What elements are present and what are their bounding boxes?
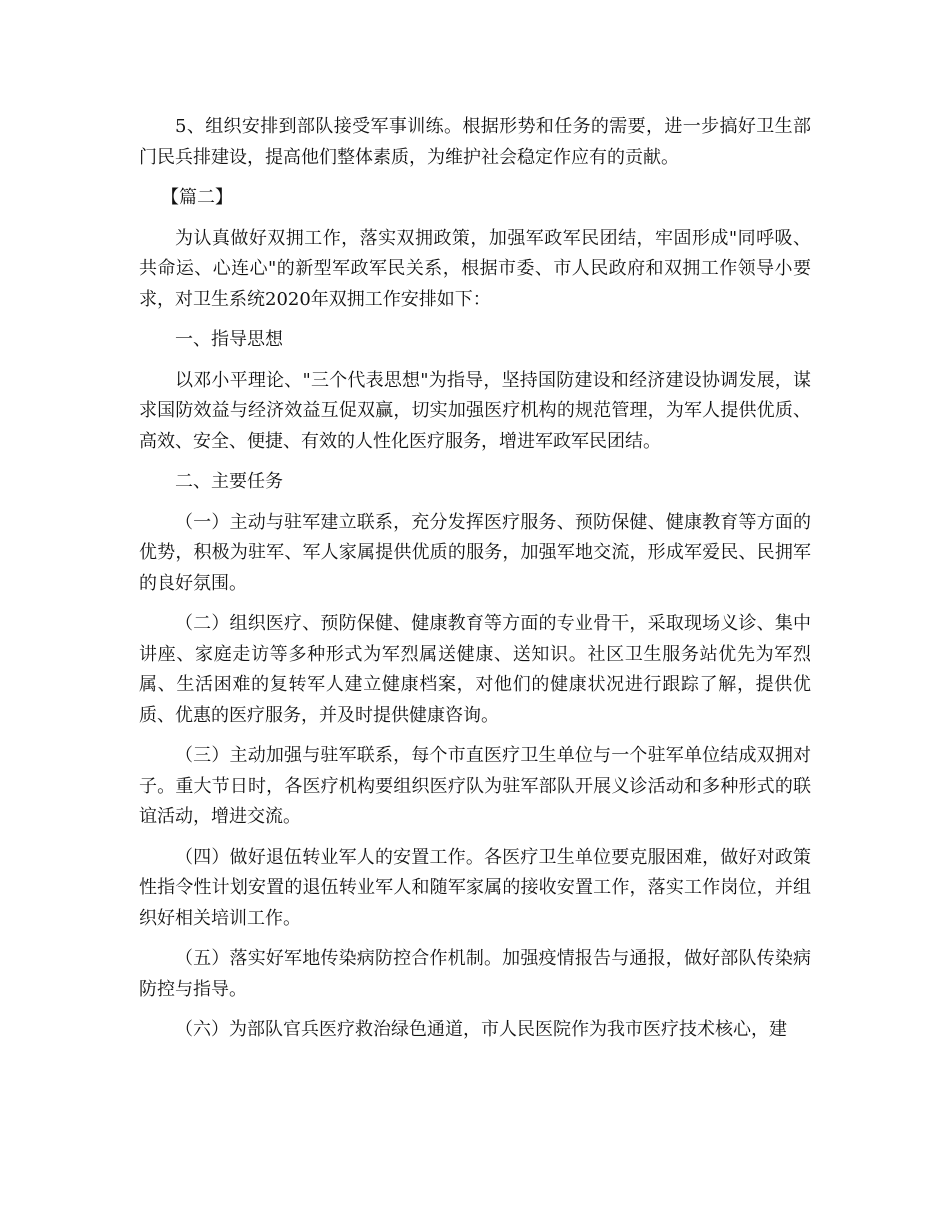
paragraph-task-6: （六）为部队官兵医疗救治绿色通道，市人民医院作为我市医疗技术核心，建	[175, 1019, 787, 1040]
paragraph-task-3: （三）主动加强与驻军联系，每个市直医疗卫生单位与一个驻军单位结成双拥对子。重大节日时，各医疗机构要组织医疗队为驻军部队开展义诊活动和多种形式的联谊活动，增进交流。	[139, 745, 811, 827]
heading-main-tasks: 二、主要任务	[175, 471, 283, 492]
paragraph-task-1: （一）主动与驻军建立联系，充分发挥医疗服务、预防保健、健康教育等方面的优势，积极为驻军、军人家属提供优质的服务，加强军地交流，形成军爱民、民拥军的良好氛围。	[139, 511, 811, 594]
document-body	[139, 112, 811, 1056]
paragraph-item-5: 5、组织安排到部队接受军事训练。根据形势和任务的需要，进一步搞好卫生部门民兵排建设，提高他们整体素质，为维护社会稳定作应有的贡献。	[139, 116, 811, 168]
section-heading-part-two: 【篇二】	[161, 187, 233, 208]
paragraph-task-4: （四）做好退伍转业军人的安置工作。各医疗卫生单位要克服困难，做好对政策性指令性计划安置的退伍转业军人和随军家属的接收安置工作，落实工作岗位，并组织好相关培训工作。	[139, 846, 811, 929]
paragraph-task-2: （二）组织医疗、预防保健、健康教育等方面的专业骨干，采取现场义诊、集中讲座、家庭走访等多种形式为军烈属送健康、送知识。社区卫生服务站优先为军烈属、生活困难的复转军人建立健康档案，对他们的健康状况进行跟踪了解，提供优质、优惠的医疗服务，并及时提供健康咨询。	[139, 613, 811, 726]
paragraph-task-5: （五）落实好军地传染病防控合作机制。加强疫情报告与通报，做好部队传染病防控与指导。	[139, 948, 811, 1000]
paragraph-intro: 为认真做好双拥工作，落实双拥政策，加强军政军民团结，牢固形成"同呼吸、共命运、心连心"的新型军政军民关系，根据市委、市人民政府和双拥工作领导小要求，对卫生系统2020年双拥工作安排如下：	[139, 227, 811, 310]
paragraph-guiding-ideology: 以邓小平理论、"三个代表思想"为指导，坚持国防建设和经济建设协调发展，谋求国防效益与经济效益互促双赢，切实加强医疗机构的规范管理，为军人提供优质、高效、安全、便捷、有效的人性化医疗服务，增进军政军民团结。	[139, 369, 811, 452]
heading-guiding-ideology: 一、指导思想	[175, 329, 283, 350]
